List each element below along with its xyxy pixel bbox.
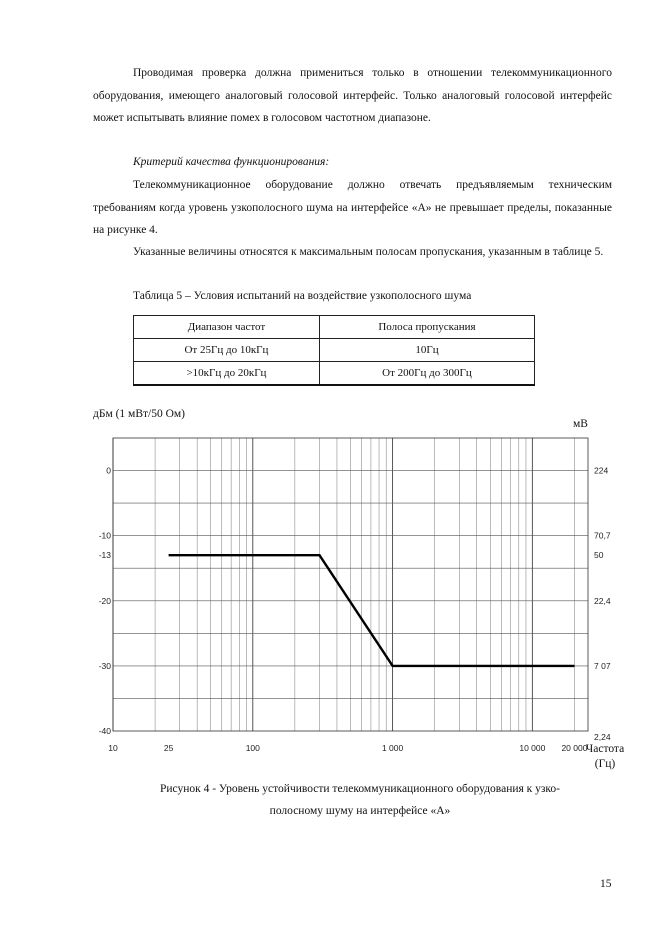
paragraph-3: Указанные величины относятся к максимальным полосам пропускания, указанным в таблице 5. xyxy=(133,246,604,258)
paragraph-criterion: Критерий качества функционирования: xyxy=(133,156,330,168)
chart-x-axis-label-line2: (Гц) xyxy=(594,758,616,770)
table-cell: >10кГц до 20кГц xyxy=(134,362,320,386)
chart-right-tick-label: 22,4 xyxy=(594,595,611,606)
chart-y-axis-label: дБм (1 мВт/50 Ом) xyxy=(93,408,186,420)
table-header-freq-range: Диапазон частот xyxy=(134,316,320,339)
chart-series-line xyxy=(169,555,575,666)
paragraph-2: Телекоммуникационное оборудование должно отвечать предъявляемым техническим требованиям когда уровень узкополосного шума на интерфейсе «А» не превышает пределы, показанные на рисунке 4. xyxy=(93,179,612,236)
chart-right-tick-label: 224 xyxy=(594,465,609,476)
chart-y-tick-label: -30 xyxy=(98,660,111,671)
chart-y-tick-label: -10 xyxy=(98,530,111,541)
chart-x-tick-label: 25 xyxy=(163,743,174,753)
chart-right-tick-label: 7 07 xyxy=(594,660,611,671)
paragraph-1: Проводимая проверка должна примениться только в отношении телекоммуникационного оборудования, имеющего аналоговый голосовой интерфейс. Только аналоговый голосовой интерфейс может испытывать влияние помех в голосовом частотном диапазоне. xyxy=(93,67,612,124)
chart-y-tick-label: -13 xyxy=(98,550,111,561)
table-header-bandwidth: Полоса пропускания xyxy=(319,316,534,339)
chart-x-axis-label-line1: Частота xyxy=(585,743,625,755)
chart-x-tick-label: 10 000 xyxy=(519,743,546,753)
figure-caption xyxy=(120,778,600,822)
chart-right-tick-label: 50 xyxy=(594,550,604,561)
chart-y-tick-label: 0 xyxy=(106,465,111,476)
chart-x-axis-label xyxy=(580,742,630,772)
table-cell: 10Гц xyxy=(319,339,534,362)
figure-caption-line1: Рисунок 4 - Уровень устойчивости телекоммуникационного оборудования к узко- xyxy=(159,783,561,795)
table-cell: От 25Гц до 10кГц xyxy=(134,339,320,362)
table-cell: От 200Гц до 300Гц xyxy=(319,362,534,386)
chart-right-tick-label: 2,24 xyxy=(594,732,611,742)
chart-x-tick-label: 10 xyxy=(108,743,118,753)
chart-x-tick-label: 1 000 xyxy=(381,743,404,753)
chart-right-tick-label: 70,7 xyxy=(594,530,611,541)
figure-caption-line2: полосному шуму на интерфейсе «А» xyxy=(269,805,451,817)
table-caption: Таблица 5 – Условия испытаний на воздействие узкополосного шума xyxy=(133,290,472,302)
chart-y-tick-label: -40 xyxy=(98,726,111,736)
chart-x-tick-label: 100 xyxy=(245,743,260,753)
chart-right-axis-label: мВ xyxy=(573,418,588,430)
page-number: 15 xyxy=(600,878,612,890)
chart-x-tick-label: 20 000 xyxy=(561,743,588,753)
chart-y-tick-label: -20 xyxy=(98,595,111,606)
